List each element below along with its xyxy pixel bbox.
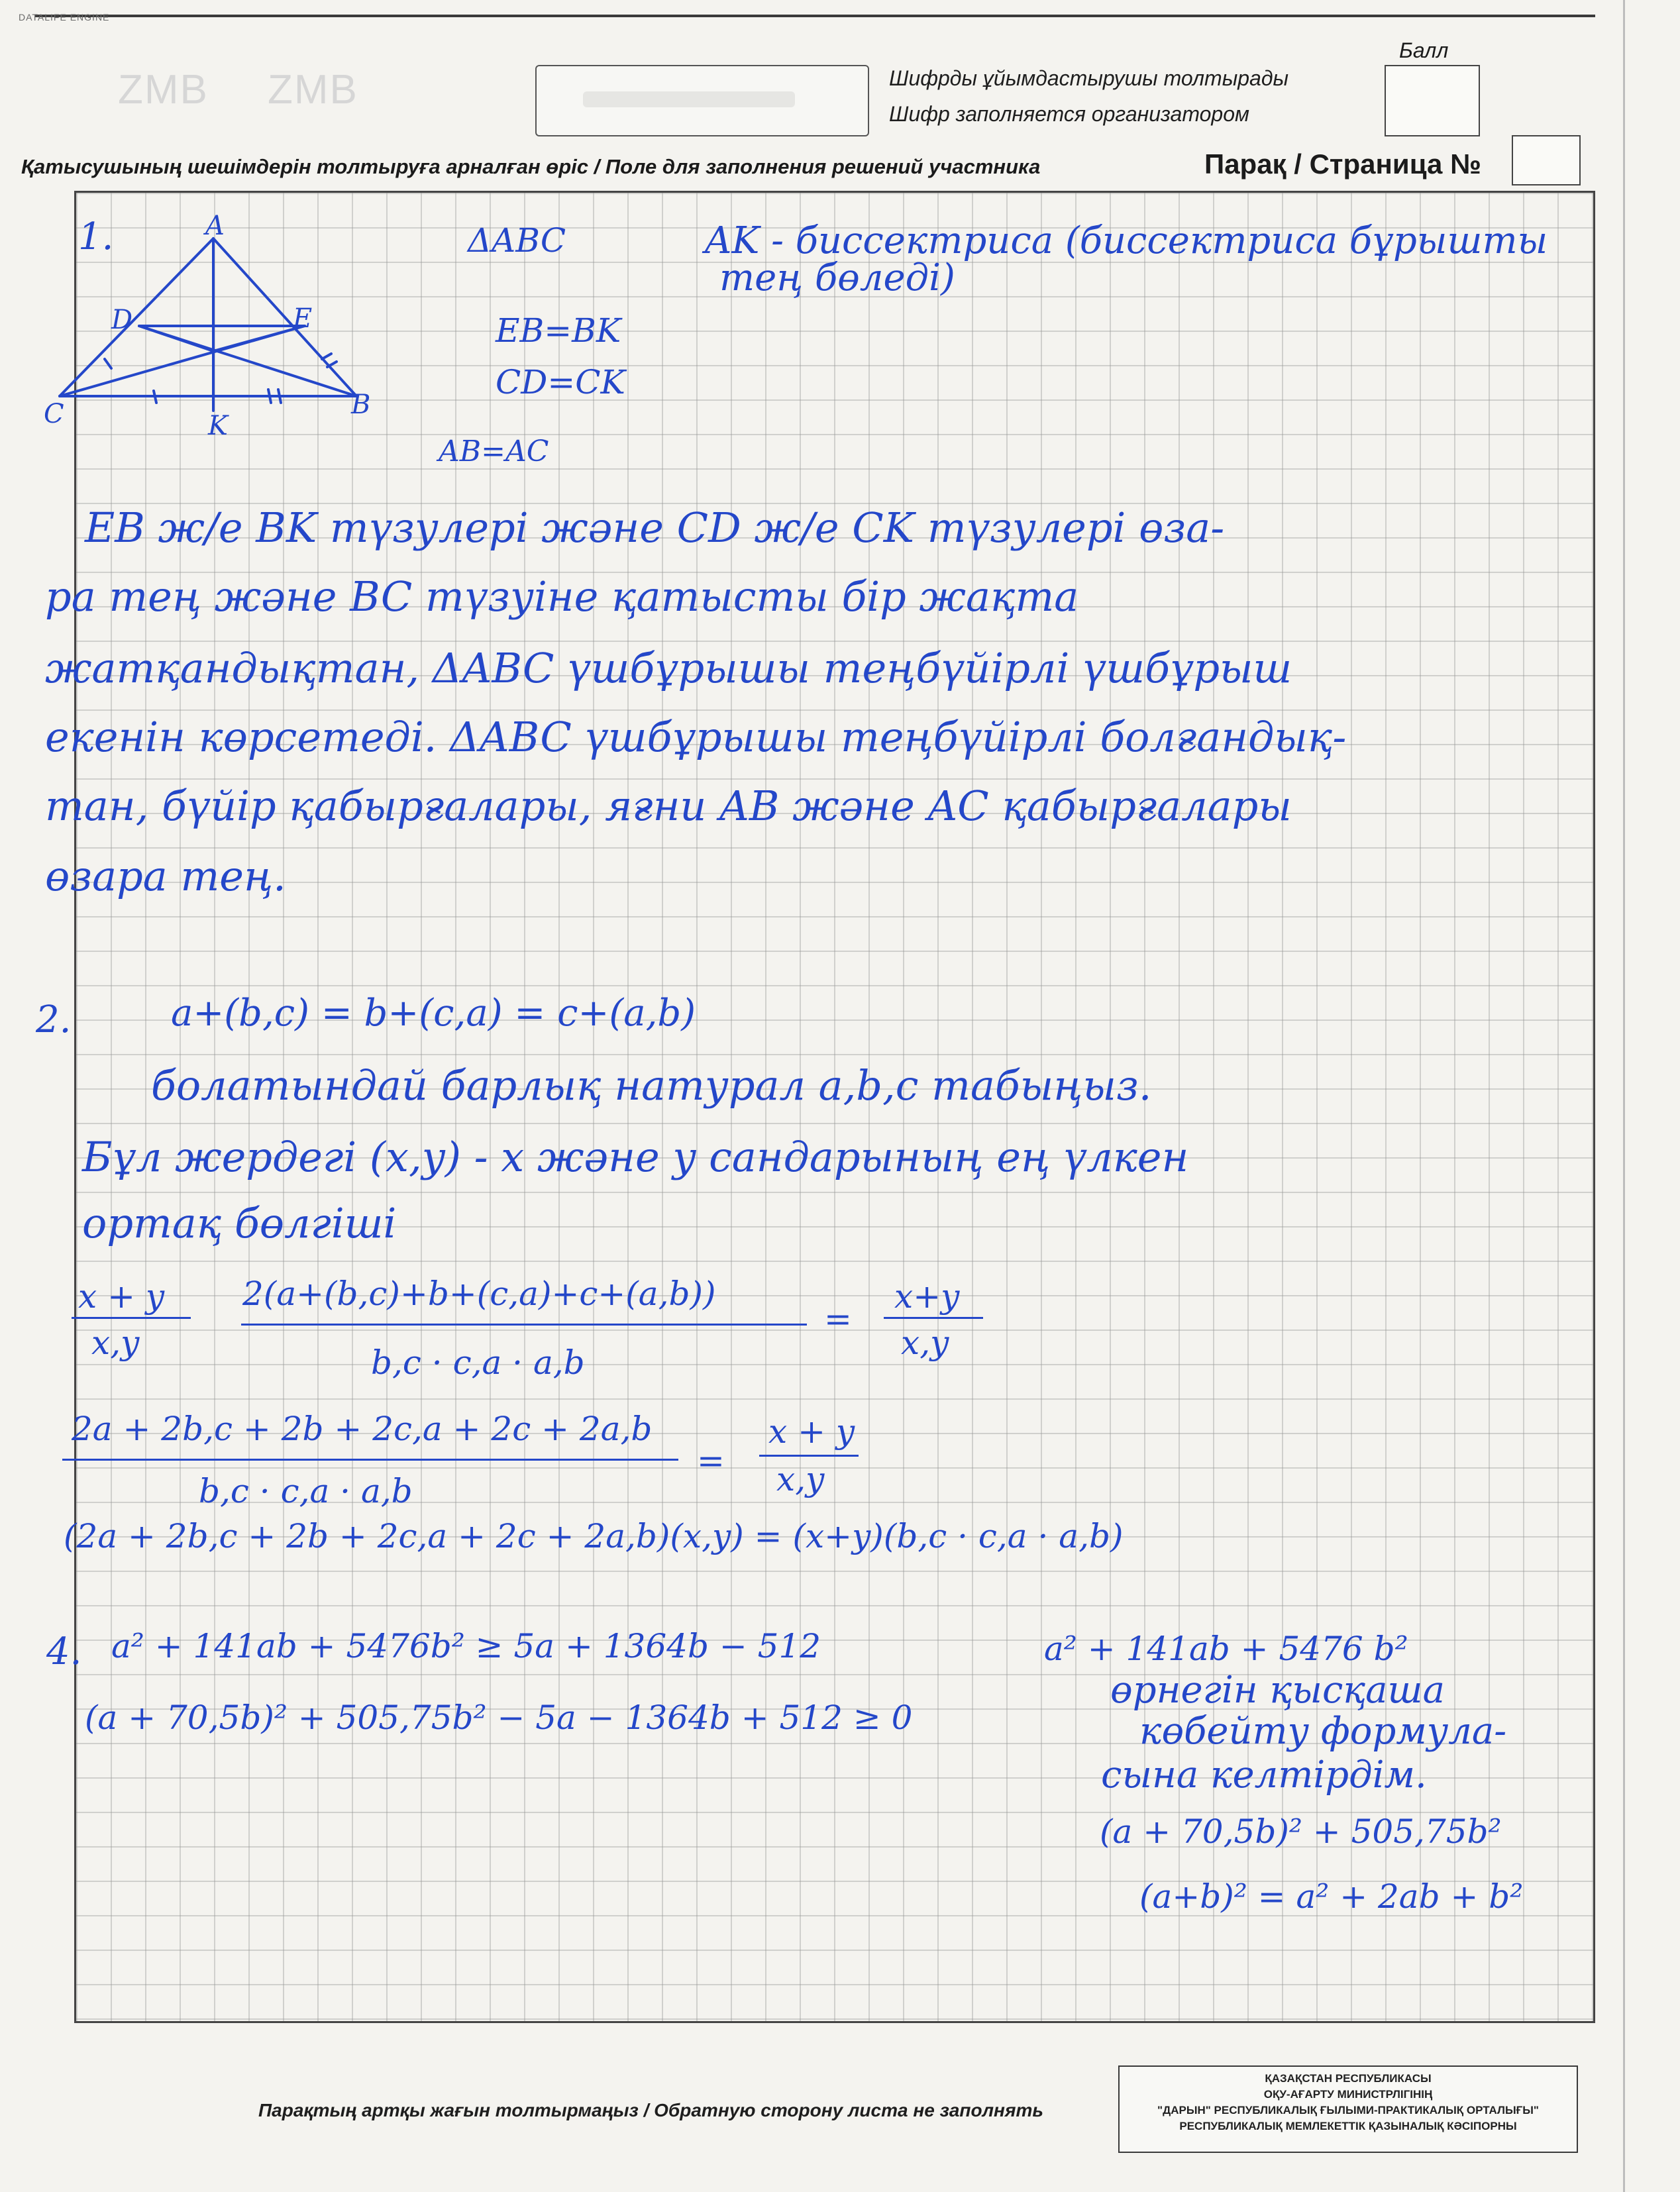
frac2-numerator: 2(a+(b,c)+b+(c,a)+c+(a,b)) bbox=[242, 1275, 716, 1313]
frac3-numerator: x+y bbox=[894, 1277, 960, 1316]
stamp-line: ОҚУ-АҒАРТУ МИНИСТРЛІГІНІҢ bbox=[1263, 2088, 1433, 2101]
problem4-number: 4. bbox=[46, 1630, 82, 1673]
given-triangle: ΔABC bbox=[468, 221, 566, 260]
given-cd-ck: CD=CK bbox=[496, 363, 625, 401]
footer-note: Парақтың артқы жағын толтырмаңыз / Обратную сторону листа не заполнять bbox=[258, 2100, 1043, 2120]
equals-sign: = bbox=[824, 1300, 852, 1338]
triangle-figure bbox=[40, 212, 384, 444]
problem2-line1: болатындай барлық натурал a,b,c табыңыз. bbox=[151, 1061, 1152, 1110]
solution1-line: екенін көрсетеді. ΔABC үшбұрышы теңбүйірлі болғандық- bbox=[45, 713, 1347, 761]
solution1-line: өзара тең. bbox=[45, 852, 286, 900]
organization-stamp bbox=[1118, 2065, 1578, 2153]
frac5-denominator: x,y bbox=[776, 1460, 825, 1498]
stamp-line: "ДАРЫН" РЕСПУБЛИКАЛЫҚ ҒЫЛЫМИ-ПРАКТИКАЛЫҚ ОРТАЛЫҒЫ" bbox=[1157, 2104, 1539, 2116]
frac1-bar bbox=[72, 1317, 191, 1319]
side-note-3: көбейту формула- bbox=[1139, 1710, 1507, 1753]
logo-text: DATALIFE ENGINE bbox=[19, 12, 110, 23]
problem2-line3: ортақ бөлгіші bbox=[82, 1199, 397, 1247]
frac1-numerator: x + y bbox=[78, 1277, 165, 1316]
frac4-denominator: b,c · c,a · a,b bbox=[199, 1472, 413, 1510]
frac2-denominator: b,c · c,a · a,b bbox=[371, 1343, 585, 1382]
score-label: Балл bbox=[1399, 38, 1449, 62]
score-box bbox=[1385, 65, 1480, 136]
zmb-watermark-1: ZMB bbox=[118, 67, 209, 113]
stamp-line: ҚАЗАҚСТАН РЕСПУБЛИКАСЫ bbox=[1265, 2072, 1432, 2085]
solution1-line: жатқандықтан, ΔABC үшбұрышы теңбүйірлі үшбұрыш bbox=[45, 644, 1292, 692]
given-ab-ac: AB=AC bbox=[439, 435, 549, 468]
problem1-number: 1. bbox=[78, 215, 114, 258]
organizer-kz: Шифрды ұйымдастырушы толтырады bbox=[889, 66, 1289, 90]
label-D: D bbox=[111, 305, 133, 335]
problem2-equation: a+(b,c) = b+(c,a) = c+(a,b) bbox=[171, 992, 696, 1035]
frac4-bar bbox=[62, 1459, 678, 1461]
side-note-4: сына келтірдім. bbox=[1101, 1753, 1427, 1797]
label-C: C bbox=[44, 399, 64, 429]
problem4-inequality-2: (a + 70,5b)² + 505,75b² − 5a − 1364b + 512 ≥ 0 bbox=[85, 1698, 913, 1737]
bisector-note-line1: AK - биссектриса (биссектриса бұрышты bbox=[705, 219, 1548, 262]
page-label: Парақ / Страница № bbox=[1204, 148, 1481, 180]
frac3-denominator: x,y bbox=[901, 1324, 949, 1362]
frac1-denominator: x,y bbox=[91, 1324, 140, 1362]
page-edge bbox=[1623, 0, 1625, 2192]
zmb-watermark-2: ZMB bbox=[268, 67, 358, 113]
frac5-bar bbox=[759, 1455, 859, 1457]
cipher-box bbox=[535, 65, 869, 136]
given-eb-bk: EB=BK bbox=[496, 311, 621, 350]
problem2-last-line: (2a + 2b,c + 2b + 2c,a + 2c + 2a,b)(x,y) = (x+y)(b,c · c,a · a,b) bbox=[64, 1517, 1124, 1555]
top-rule bbox=[34, 15, 1595, 17]
page-number-box bbox=[1512, 135, 1581, 185]
field-caption: Қатысушының шешімдерін толтыруға арналған өріс / Поле для заполнения решений участника bbox=[21, 155, 1041, 178]
problem2-line2: Бұл жердегі (x,y) - x және y сандарының ең үлкен bbox=[82, 1133, 1189, 1181]
label-E: E bbox=[293, 303, 313, 334]
problem4-inequality: a² + 141ab + 5476b² ≥ 5a + 1364b − 512 bbox=[111, 1627, 821, 1665]
stamp-line: РЕСПУБЛИКАЛЫҚ МЕМЛЕКЕТТІК ҚАЗЫНАЛЫҚ КӘСІПОРНЫ bbox=[1179, 2120, 1517, 2132]
frac5-numerator: x + y bbox=[768, 1412, 855, 1451]
organizer-ru: Шифр заполняется организатором bbox=[889, 102, 1249, 126]
solution1-line: ра тең және BC түзуіне қатысты бір жақта bbox=[45, 572, 1079, 621]
frac4-numerator: 2a + 2b,c + 2b + 2c,a + 2c + 2a,b bbox=[72, 1410, 653, 1448]
bisector-note-line2: тең бөледі) bbox=[719, 256, 955, 299]
side-note-6: (a+b)² = a² + 2ab + b² bbox=[1139, 1877, 1524, 1916]
equals-sign: = bbox=[697, 1441, 725, 1480]
problem2-number: 2. bbox=[36, 998, 72, 1041]
frac3-bar bbox=[884, 1317, 983, 1319]
solution1-line: тан, бүйір қабырғалары, яғни AB және AC қабырғалары bbox=[45, 782, 1292, 830]
label-B: B bbox=[351, 390, 371, 420]
label-A: A bbox=[205, 212, 225, 241]
solution1-line: EB ж/е BK түзулері және CD ж/е CK түзулері өза- bbox=[85, 503, 1225, 552]
side-note-5: (a + 70,5b)² + 505,75b² bbox=[1100, 1812, 1502, 1851]
frac2-bar bbox=[241, 1324, 807, 1326]
side-note-1: a² + 141ab + 5476 b² bbox=[1044, 1630, 1408, 1668]
side-note-2: өрнегін қысқаша bbox=[1110, 1669, 1445, 1712]
label-K: K bbox=[208, 411, 228, 441]
